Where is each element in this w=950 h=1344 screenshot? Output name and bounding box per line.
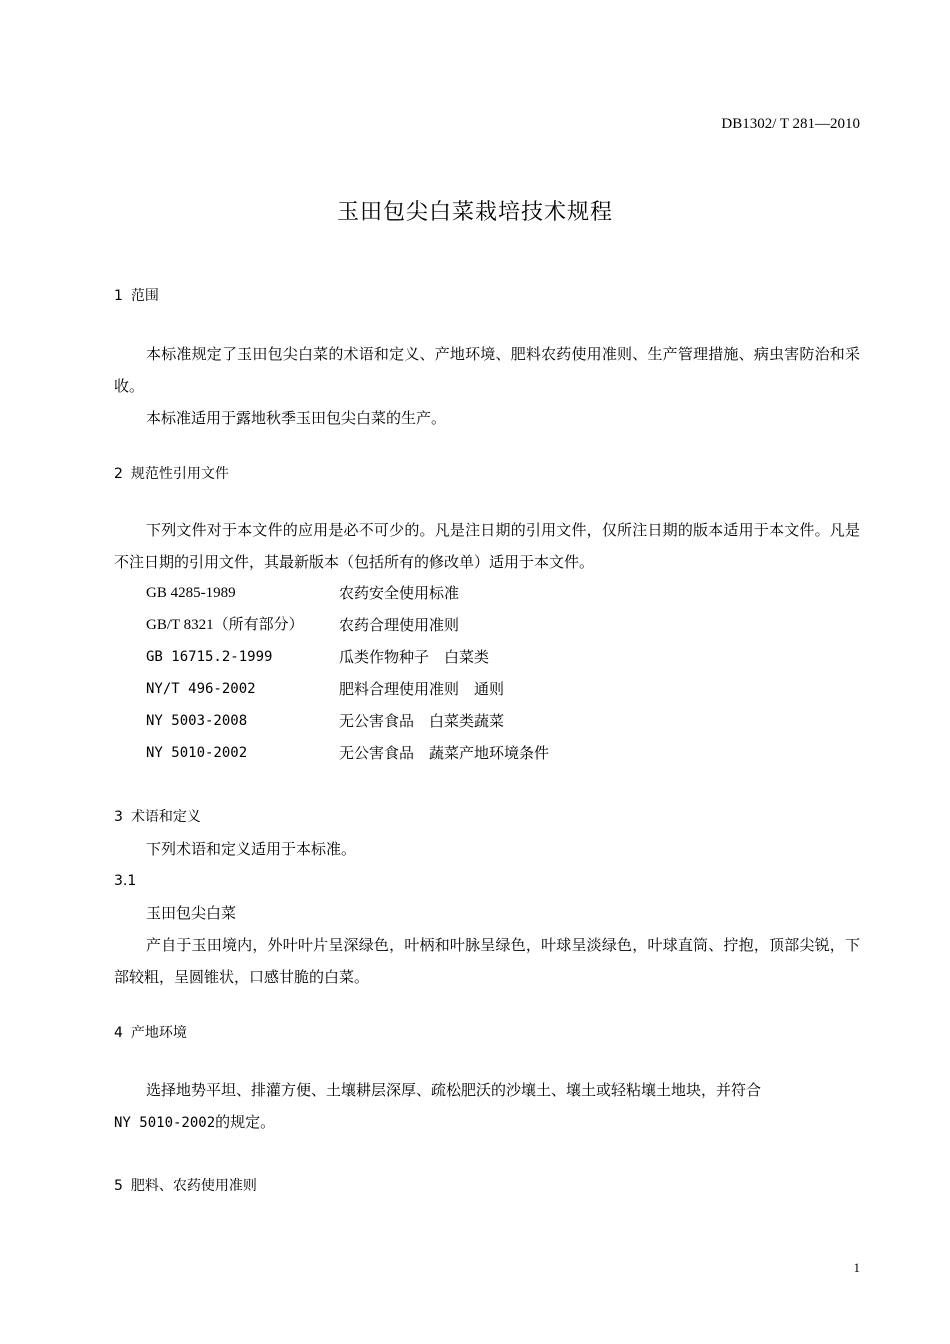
- section-title: 范围: [130, 288, 159, 304]
- page-number: 1: [853, 1260, 860, 1275]
- section-1-paragraph-2: 本标准适用于露地秋季玉田包尖白菜的生产。: [146, 409, 447, 427]
- section-number: 2: [114, 466, 123, 482]
- document-code: DB1302/ T 281—2010: [721, 116, 860, 132]
- section-4-paragraph-line-2: [114, 1112, 275, 1133]
- reference-code: GB 4285-1989: [146, 585, 236, 601]
- reference-code: GB/T 8321（所有部分）: [146, 617, 304, 633]
- section-number: 3: [114, 809, 123, 825]
- section-4-heading: [114, 1023, 187, 1043]
- reference-row: [146, 615, 860, 635]
- reference-name: 农药安全使用标准: [339, 584, 460, 602]
- reference-row: [146, 679, 860, 699]
- text-run: 的规定。: [215, 1113, 276, 1131]
- reference-code: NY 5010-2002: [146, 745, 248, 761]
- section-title: 产地环境: [130, 1025, 187, 1041]
- section-2-paragraph-1: 下列文件对于本文件的应用是必不可少的。凡是注日期的引用文件，仅所注日期的版本适用于本文件。凡是不注日期的引用文件，其最新版本（包括所有的修改单）适用于本文件。: [114, 521, 860, 571]
- section-title: 规范性引用文件: [130, 466, 229, 482]
- section-3-heading: [114, 807, 201, 827]
- term-title: 玉田包尖白菜: [146, 904, 237, 922]
- reference-name: 无公害食品 蔬菜产地环境条件: [339, 744, 550, 762]
- subsection-number: 3.1: [114, 873, 137, 889]
- section-title: 肥料、农药使用准则: [130, 1178, 257, 1194]
- reference-name: 无公害食品 白菜类蔬菜: [339, 712, 505, 730]
- section-5-heading: [114, 1176, 257, 1196]
- reference-name: 瓜类作物种子 白菜类: [339, 648, 490, 666]
- reference-code: NY/T 496-2002: [146, 681, 256, 697]
- standard-code: NY 5010-2002: [114, 1115, 216, 1131]
- reference-row: [146, 583, 860, 603]
- reference-name: 农药合理使用准则: [339, 616, 460, 634]
- reference-row: [146, 711, 860, 731]
- section-number: 5: [114, 1178, 123, 1194]
- reference-code: GB 16715.2-1999: [146, 649, 273, 665]
- reference-name: 肥料合理使用准则 通则: [339, 680, 505, 698]
- section-3-paragraph-1: 下列术语和定义适用于本标准。: [146, 840, 357, 858]
- term-definition: 产自于玉田境内，外叶叶片呈深绿色，叶柄和叶脉呈绿色，叶球呈淡绿色，叶球直筒、拧抱，顶部尖锐，下部较粗，呈圆锥状，口感甘脆的白菜。: [114, 936, 860, 986]
- reference-code: NY 5003-2008: [146, 713, 248, 729]
- section-number: 4: [114, 1025, 123, 1041]
- section-1-paragraph-1: 本标准规定了玉田包尖白菜的术语和定义、产地环境、肥料农药使用准则、生产管理措施、病虫害防治和采收。: [114, 345, 860, 395]
- section-1-heading: [114, 286, 159, 306]
- section-title: 术语和定义: [130, 809, 201, 825]
- page-title: 玉田包尖白菜栽培技术规程: [336, 200, 613, 225]
- section-4-paragraph-line-1: 选择地势平坦、排灌方便、土壤耕层深厚、疏松肥沃的沙壤土、壤土或轻粘壤土地块，并符合: [146, 1081, 762, 1099]
- reference-row: [146, 743, 860, 763]
- section-number: 1: [114, 288, 123, 304]
- reference-row: [146, 647, 860, 667]
- section-2-heading: [114, 464, 229, 484]
